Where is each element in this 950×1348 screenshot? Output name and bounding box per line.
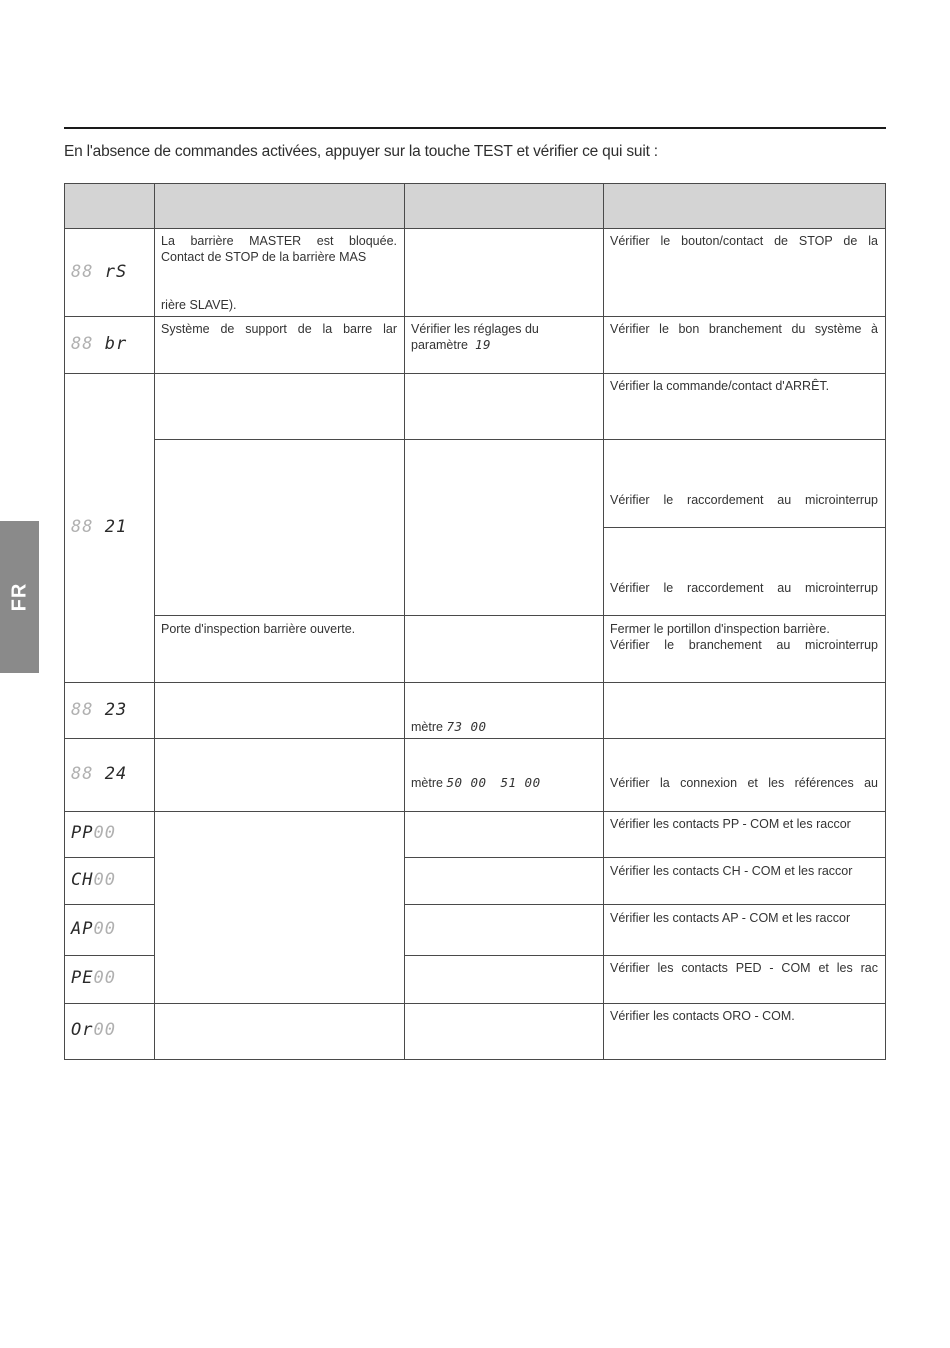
display-code-23 [71,700,127,720]
row-divider [64,373,886,374]
column-divider [154,183,155,1060]
display-code-or [71,1020,116,1040]
parameter-prefix: mètre [411,776,443,790]
row-divider [64,955,154,956]
parameter-code: 50 00 [446,775,487,790]
display-code-on: AP [71,919,94,939]
display-code-dim: 00 [93,1020,116,1040]
display-code-24 [71,764,127,784]
display-code-br [71,334,127,354]
parameter-prefix: paramètre [411,338,468,352]
display-code-on: PE [71,968,94,988]
parameter-code: 73 00 [446,719,487,734]
parameter-text [411,775,597,791]
display-code-dim: 88 [71,262,94,282]
check-text: Vérifier les contacts AP - COM et les raccor [610,911,851,925]
display-code-on: br [104,334,128,354]
display-code-on: CH [71,870,94,890]
parameter-prefix: mètre [411,720,443,734]
check-text: Vérifier la connexion et les références au [610,776,878,790]
check-text: Vérifier les contacts PP - COM et les raccor [610,817,851,831]
table-border-bottom [64,1059,886,1060]
display-code-dim: 88 [71,517,94,537]
check-text: Vérifier le branchement au microinterrup [610,638,878,652]
check-text: Vérifier le bon branchement du système à [610,322,878,336]
display-code-dim: 88 [71,334,94,354]
top-rule [64,127,886,129]
display-code-on: 23 [104,700,128,720]
description-line: La barrière MASTER est bloquée. [161,234,397,248]
display-code-rs [71,262,127,282]
check-text: Fermer le portillon d'inspection barrière. [610,622,830,636]
row-divider [64,811,886,812]
row-divider [404,857,886,858]
display-code-ap [71,919,116,939]
parameter-text [411,337,597,353]
check-text: Vérifier la commande/contact d'ARRÊT. [610,379,830,393]
display-code-dim: 00 [93,919,116,939]
row-divider [64,738,886,739]
language-tab [0,521,39,673]
intro-text: En l'absence de commandes activées, appuyer sur la touche TEST et vérifier ce qui suit : [64,143,658,160]
display-code-ch [71,870,116,890]
display-code-pp [71,823,116,843]
table-border-top [64,183,886,184]
display-code-dim: 00 [93,968,116,988]
row-divider [64,682,886,683]
parameter-code: 19 [474,337,491,352]
row-divider [603,527,886,528]
row-divider [154,615,886,616]
check-text: Vérifier les contacts ORO - COM. [610,1009,795,1023]
table-border-right [885,183,886,1060]
display-code-dim: 88 [71,764,94,784]
display-code-on: 24 [104,764,128,784]
display-code-on: PP [71,823,94,843]
display-code-21 [71,517,127,537]
row-divider [64,1003,886,1004]
display-code-dim: 00 [93,823,116,843]
display-code-on: Or [71,1020,94,1040]
display-code-pe [71,968,116,988]
column-divider [404,183,405,1060]
check-text: Vérifier le raccordement au microinterrup [610,493,878,507]
table-header [64,183,886,228]
description-line: Porte d'inspection barrière ouverte. [161,622,356,636]
row-divider [404,955,886,956]
check-text: Vérifier le bouton/contact de STOP de la [610,234,878,248]
table-border-left [64,183,65,1060]
description-line: Contact de STOP de la barrière MAS [161,250,367,264]
check-text: Vérifier le raccordement au microinterrup [610,581,878,595]
parameter-code: 51 00 [500,775,541,790]
row-divider [64,316,886,317]
column-divider [603,183,604,1060]
display-code-dim: 88 [71,700,94,720]
row-divider [154,439,886,440]
parameter-text: Vérifier les réglages du [411,322,539,336]
display-code-dim: 00 [93,870,116,890]
language-tab-label: FR [8,582,30,612]
description-line: Système de support de la barre lar [161,322,397,336]
display-code-on: 21 [104,517,128,537]
check-text: Vérifier les contacts CH - COM et les raccor [610,864,853,878]
row-divider [404,904,886,905]
description-line: rière SLAVE). [161,298,237,312]
check-text: Vérifier les contacts PED - COM et les rac [610,961,878,975]
display-code-on: rS [104,262,128,282]
row-divider [64,904,154,905]
parameter-text [411,719,597,735]
row-divider [64,857,154,858]
row-divider [64,228,886,229]
